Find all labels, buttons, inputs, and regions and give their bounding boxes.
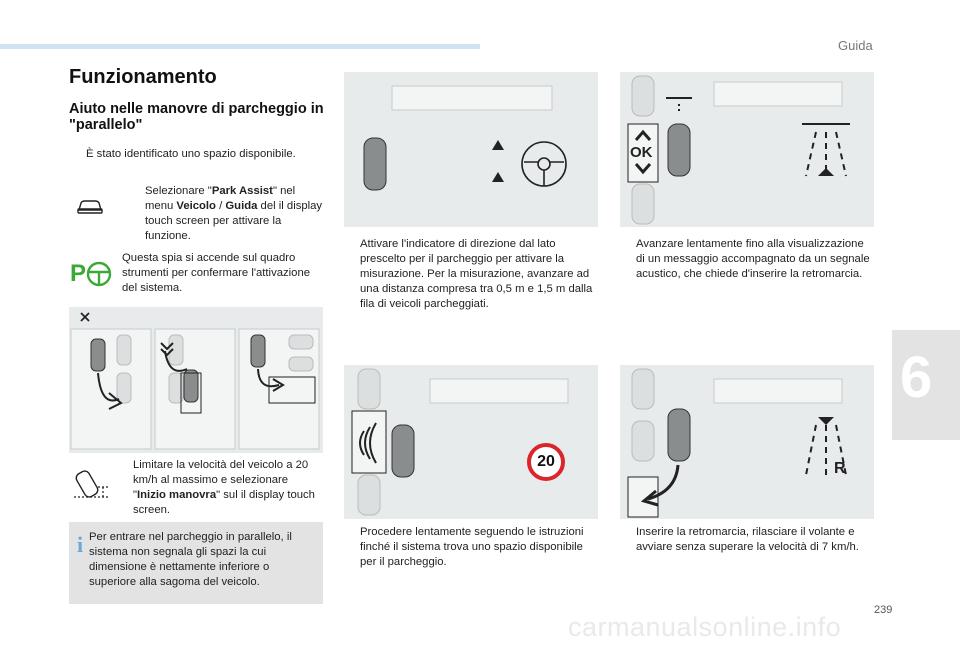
step-limit-speed: Limitare la velocità del veicolo a 20 km/h al massimo e selezionare "Inizio manovra" sul il display touch screen. (133, 459, 315, 516)
reverse-label: R (834, 460, 846, 477)
step-proceed-slowly: Procedere lentamente seguendo le istruzioni finché il sistema trova uno spazio disponibile per il parcheggio. (360, 526, 584, 568)
speed-limit-sign (527, 443, 565, 481)
panel-reverse-request (620, 72, 874, 227)
car-outline-icon (75, 196, 105, 216)
step-select-park-assist: Selezionare "Park Assist" nel menu Veicolo / Guida del il display touch screen per attivare la funzione. (145, 185, 323, 242)
info-box (69, 522, 323, 604)
speed-limit-car-icon (72, 465, 112, 501)
svg-text:P: P (70, 260, 87, 287)
panel-search-space (344, 365, 598, 519)
panel-indicator-activation (344, 72, 598, 227)
parking-overview-panel (69, 307, 323, 453)
indicator-description: Questa spia si accende sul quadro strumenti per confermare l'attivazione del sistema. (122, 252, 311, 294)
panel-reverse-maneuver (620, 365, 874, 519)
step-advance-until-message: Avanzare lentamente fino alla visualizzazione di un messaggio accompagnato da un segnale acustico, che chiede d'inserire la retromarcia. (636, 238, 870, 280)
speed-limit-value: 20 (537, 453, 555, 470)
page-subtitle: Aiuto nelle manovre di parcheggio in "parallelo" (69, 101, 324, 133)
top-accent-bar (0, 44, 480, 49)
info-text: Per entrare nel parcheggio in parallelo, il sistema non segnala gli spazi la cui dimensione è nettamente inferiore o superiore alla sagoma del veicolo. (89, 531, 292, 588)
park-assist-indicator-icon (70, 257, 114, 289)
watermark: carmanualsonline.info (568, 612, 842, 642)
step-activate-indicator: Attivare l'indicatore di direzione dal lato prescelto per il parcheggio per attivare la misurazione. Per la misurazione, avanzare ad una distanza compresa tra 0,5 m e 1,5 m dalla fila di veicoli parcheggiati. (360, 238, 593, 310)
page-title: Funzionamento (69, 66, 217, 88)
step-space-found: È stato identificato uno spazio disponibile. (86, 148, 296, 160)
page-number: 239 (874, 604, 893, 616)
ok-label: OK (630, 144, 653, 161)
chapter-number: 6 (900, 345, 933, 410)
step-engage-reverse: Inserire la retromarcia, rilasciare il volante e avviare senza superare la velocità di 7 km/h. (636, 526, 859, 553)
info-icon: i (77, 532, 84, 557)
section-header: Guida (838, 38, 873, 53)
